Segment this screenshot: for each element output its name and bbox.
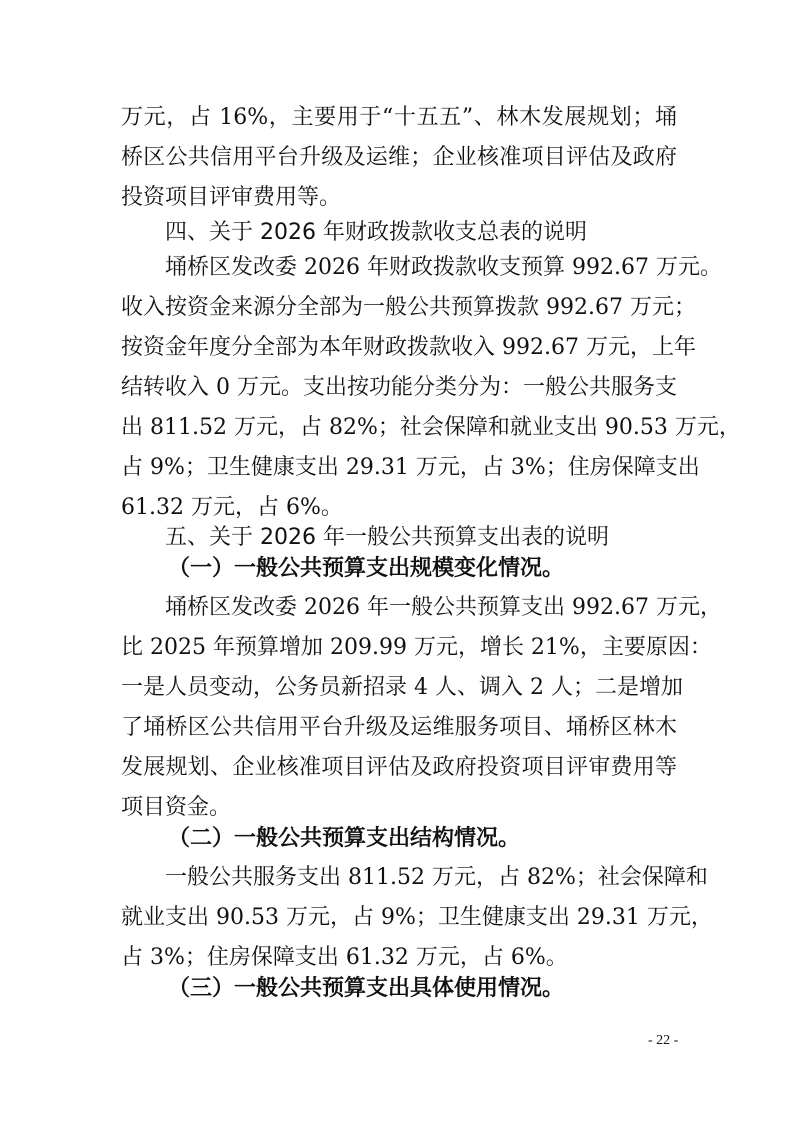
- body-line: 项目资金。: [121, 795, 232, 820]
- body-line: 埇桥区发改委 2026 年财政拨款收支预算 992.67 万元。: [165, 255, 722, 280]
- body-line: 比 2025 年预算增加 209.99 万元，增长 21%，主要原因：: [121, 635, 712, 660]
- body-line: 收入按资金来源分全部为一般公共预算拨款 992.67 万元；: [121, 295, 696, 320]
- body-line: 结转收入 0 万元。支出按功能分类分为：一般公共服务支: [121, 375, 677, 400]
- subsection-heading-2: （二）一般公共预算支出结构情况。: [168, 825, 521, 851]
- body-line: 61.32 万元，占 6%。: [121, 495, 343, 520]
- body-line: 占 3%；住房保障支出 61.32 万元，占 6%。: [121, 945, 568, 970]
- body-line: 万元，占 16%，主要用于“十五五”、林木发展规划；埇: [121, 105, 677, 130]
- section-heading-5: 五、关于 2026 年一般公共预算支出表的说明: [165, 525, 609, 550]
- subsection-heading-1: （一）一般公共预算支出规模变化情况。: [168, 555, 565, 581]
- body-line: 发展规划、企业核准项目评估及政府投资项目评审费用等: [121, 755, 677, 780]
- body-line: 就业支出 90.53 万元，占 9%；卫生健康支出 29.31 万元，: [121, 905, 713, 930]
- page-number: - 22 -: [648, 1033, 679, 1048]
- body-line: 桥区公共信用平台升级及运维；企业核准项目评估及政府: [121, 145, 677, 170]
- section-heading-4: 四、关于 2026 年财政拨款收支总表的说明: [165, 220, 587, 245]
- body-line: 一般公共服务支出 811.52 万元，占 82%；社会保障和: [165, 865, 708, 890]
- subsection-heading-3: （三）一般公共预算支出具体使用情况。: [168, 975, 565, 1001]
- body-line: 出 811.52 万元，占 82%；社会保障和就业支出 90.53 万元，: [121, 415, 741, 440]
- body-line: 了埇桥区公共信用平台升级及运维服务项目、埇桥区林木: [121, 715, 677, 740]
- body-line: 投资项目评审费用等。: [121, 185, 342, 210]
- body-line: 埇桥区发改委 2026 年一般公共预算支出 992.67 万元，: [165, 595, 722, 620]
- body-line: 一是人员变动，公务员新招录 4 人、调入 2 人；二是增加: [121, 675, 683, 700]
- body-line: 占 9%；卫生健康支出 29.31 万元，占 3%；住房保障支出: [121, 455, 700, 480]
- body-line: 按资金年度分全部为本年财政拨款收入 992.67 万元，上年: [121, 335, 696, 360]
